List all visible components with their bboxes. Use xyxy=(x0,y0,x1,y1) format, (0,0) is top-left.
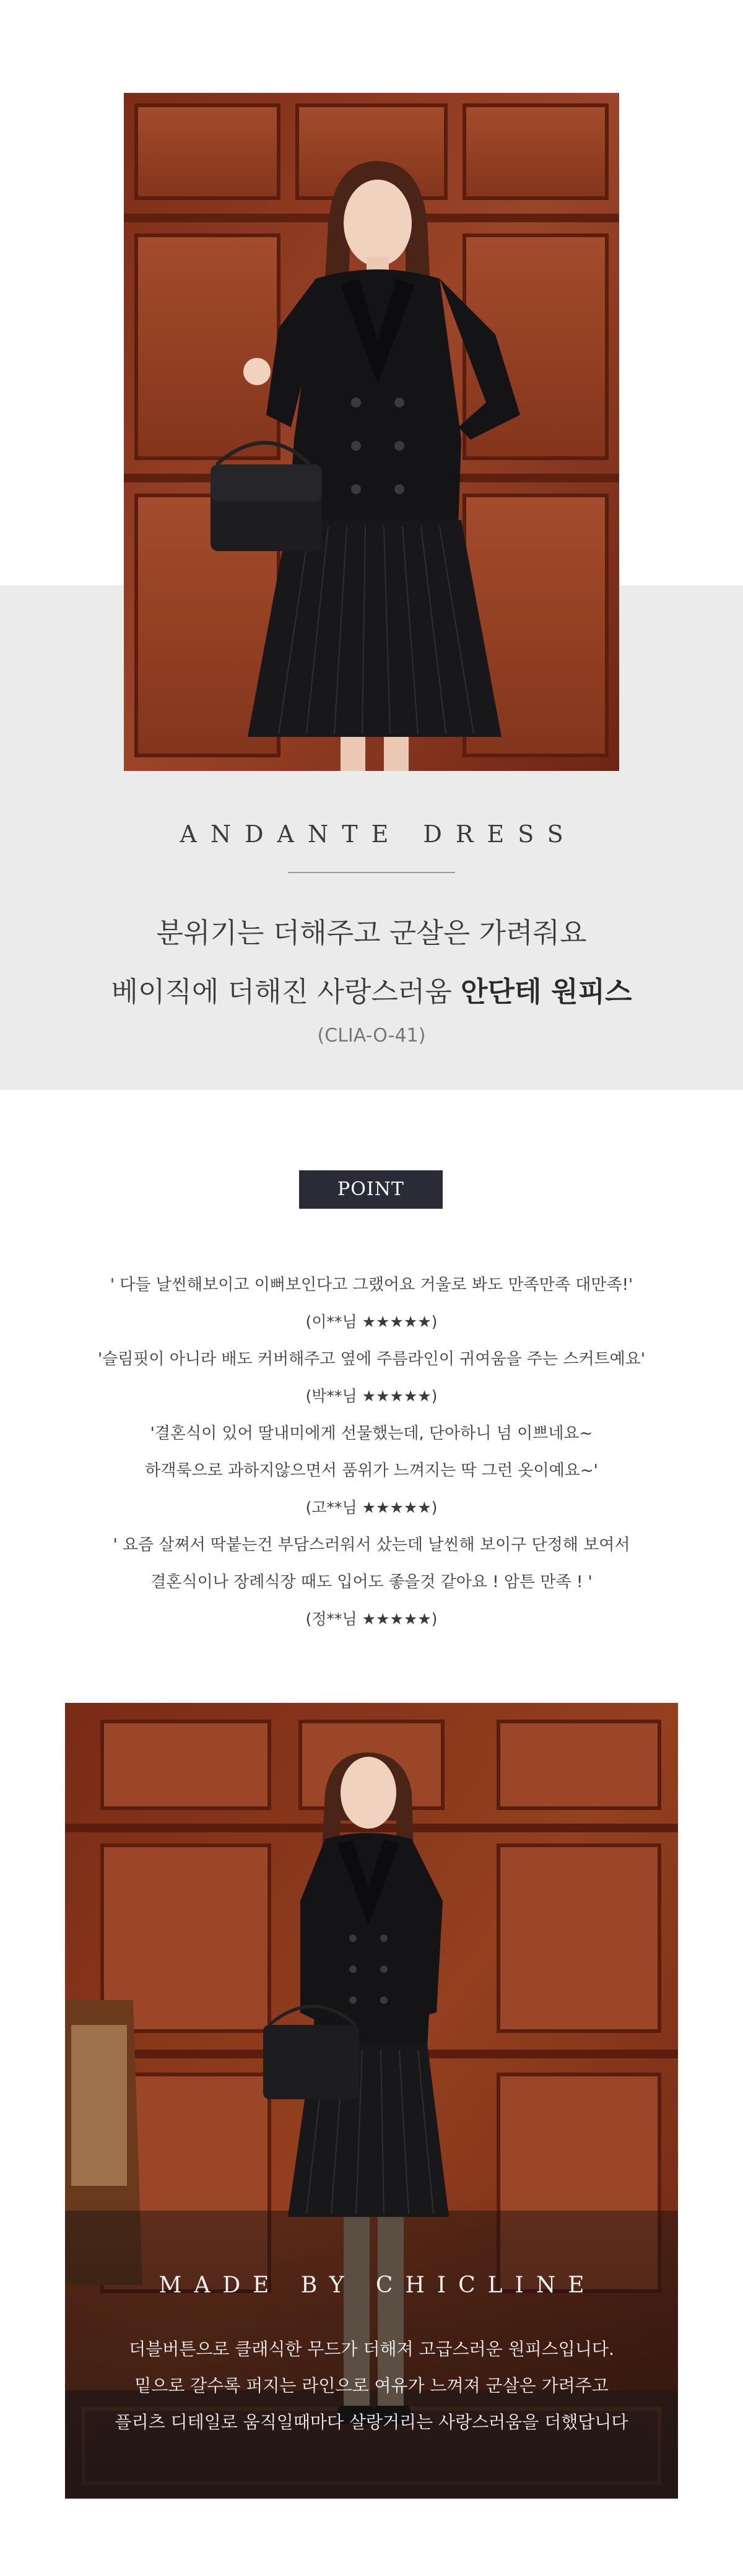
title-divider xyxy=(288,872,455,873)
review-item xyxy=(0,1341,743,1415)
description-line: 밑으로 갈수록 퍼지는 라인으로 여유가 느껴져 군살은 가려주고 xyxy=(134,2375,609,2396)
review-text: ' 다들 날씬해보이고 이뻐보인다고 그랬어요 거울로 봐도 만족만족 대만족!' xyxy=(110,1276,633,1294)
review-item xyxy=(0,1526,743,1638)
hero-product-photo xyxy=(124,93,619,771)
headline-line-1: 분위기는 더해주고 군살은 가려줘요 xyxy=(156,916,587,949)
review-item xyxy=(0,1415,743,1526)
review-text: 하객룩으로 과하지않으면서 품위가 느껴지는 딱 그런 옷이예요~' xyxy=(145,1461,598,1480)
review-text: 결혼식이나 장례식장 때도 입어도 좋을것 같아요 ! 암튼 만족 ! ' xyxy=(150,1573,593,1591)
review-text: ' 요즘 살쪄서 딱붙는건 부담스러워서 샀는데 날씬해 보이구 단정해 보여서 xyxy=(113,1536,630,1554)
point-badge: POINT xyxy=(299,1170,443,1209)
description-line: 더블버튼으로 클래식한 무드가 더해져 고급스러운 원피스입니다. xyxy=(129,2339,614,2359)
review-text: '슬림핏이 아니라 배도 커버해주고 옆에 주름라인이 귀여움을 주는 스커트예요' xyxy=(97,1350,646,1368)
made-by-title: MADE BY CHICLINE xyxy=(159,2273,597,2298)
headline-product-name: 안단테 원피스 xyxy=(461,975,632,1008)
review-author: (박**님 ★★★★★) xyxy=(305,1387,438,1405)
review-author: (이**님 ★★★★★) xyxy=(305,1313,438,1331)
headline-line-2-prefix: 베이직에 더해진 사랑스러움 xyxy=(111,975,461,1008)
review-item xyxy=(0,1266,743,1341)
reviews-list xyxy=(0,1266,743,1638)
product-code: (CLIA-O-41) xyxy=(317,1025,426,1046)
review-text: '결혼식이 있어 딸내미에게 선물했는데, 단아하니 넘 이쁘네요~ xyxy=(150,1424,593,1443)
review-author: (고**님 ★★★★★) xyxy=(305,1499,438,1516)
review-author: (정**님 ★★★★★) xyxy=(305,1610,438,1628)
description-line: 플리츠 디테일로 움직일때마다 살랑거리는 사랑스러움을 더했답니다 xyxy=(115,2412,628,2432)
brand-title: ANDANTE DRESS xyxy=(180,820,577,848)
headline-line-2 xyxy=(0,969,743,1009)
